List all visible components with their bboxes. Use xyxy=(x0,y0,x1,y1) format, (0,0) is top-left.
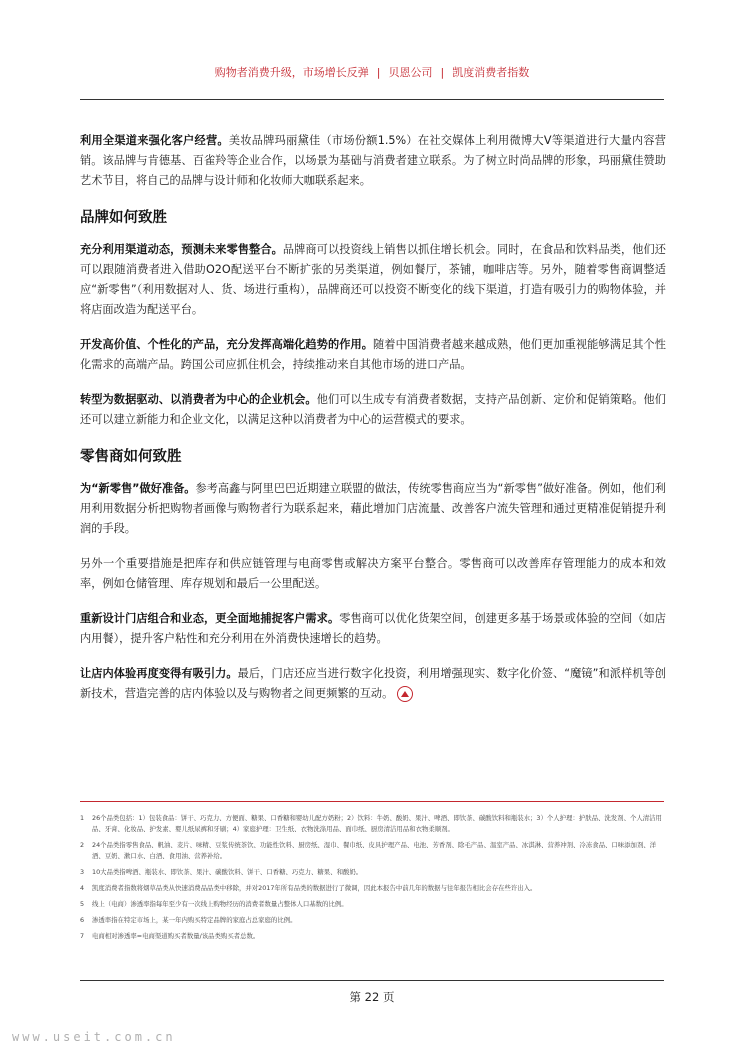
brand-heading: 品牌如何致胜 xyxy=(80,210,167,226)
footnote xyxy=(80,899,666,910)
paragraph-lead: 为“新零售”做好准备。 xyxy=(80,482,196,495)
footnote-divider xyxy=(80,801,664,802)
main-content xyxy=(80,131,666,719)
paragraph-text: 参考高鑫与阿里巴巴近期建立联盟的做法，传统零售商应当为“新零售”做好准备。例如，他们利用利用数据分析把购物者画像与购物者行为联系起来，藉此增加门店流量、改善客户流失管理和通过更精准促销提升利润的手段。 xyxy=(80,482,666,535)
retail-paragraph xyxy=(80,479,666,539)
footnotes xyxy=(80,813,666,947)
header-separator: | xyxy=(440,66,445,79)
footnote-number: 5 xyxy=(80,900,85,908)
page-number: 第 22 页 xyxy=(349,990,395,1004)
footnote-number: 2 xyxy=(80,841,85,849)
paragraph-text: 最后，门店还应当进行数字化投资，利用增强现实、数字化价签、“魔镜”和派样机等创新技术，营造完善的店内体验以及与购物者之间更频繁的互动。 xyxy=(80,667,666,700)
footnote-number: 4 xyxy=(80,884,85,892)
paragraph-text: 品牌商可以投资线上销售以抓住增长机会。同时，在食品和饮料品类，他们还可以跟随消费者进入借助O2O配送平台不断扩张的另类渠道，例如餐厅，茶铺，咖啡店等。另外，随着零售商调整适应“新零售”（利用数据对人、货、场进行重构），品牌商还可以投资不断变化的线下渠道，打造有吸引力的购物体验，并将店面改造为配送平台。 xyxy=(80,243,666,316)
header-partner: 凯度消费者指数 xyxy=(452,66,530,79)
retail-paragraph xyxy=(80,664,666,704)
header-divider xyxy=(80,99,664,100)
paragraph-text: 他们可以生成专有消费者数据，支持产品创新、定价和促销策略。他们还可以建立新能力和企业文化，以满足这种以消费者为中心的运营模式的要求。 xyxy=(80,393,666,426)
footnote-text: 26个品类包括：1）包装食品：饼干、巧克力、方便面、糖果、口香糖和婴幼儿配方奶粉；2）饮料：牛奶、酸奶、果汁、啤酒、即饮茶、碳酸饮料和瓶装水；3）个人护理：护肤品、洗发剂、个人清洁用品、牙膏、化妆品、护发素、婴儿纸尿裤和牙刷；4）家庭护理：卫生纸、衣物洗涤用品、面巾纸、厨房清洁用品和衣物柔顺剂。 xyxy=(92,814,662,833)
intro-lead: 利用全渠道来强化客户经营。 xyxy=(80,134,229,147)
brand-paragraph xyxy=(80,335,666,375)
paragraph-text: 零售商可以优化货架空间，创建更多基于场景或体验的空间（如店内用餐），提升客户粘性和充分利用在外消费快速增长的趋势。 xyxy=(80,612,666,645)
footnote-text: 24个品类指零售食品、帆油、麦片、味精、豆浆传统茶饮、功能性饮料、厨房纸、湿巾、餐巾纸、皮具护理产品、电池、芳香剂、除毛产品、温室产品、冰淇淋、营养冲剂、冷冻食品、口味添加剂、洋酒、豆奶、漱口水、白酒、食用油、营养补给。 xyxy=(92,841,657,860)
footnote-number: 1 xyxy=(80,814,85,822)
intro-text: 美妆品牌玛丽黛佳（市场份额1.5%）在社交媒体上利用微博大V等渠道进行大量内容营销。该品牌与肯德基、百雀羚等企业合作，以场景为基础与消费者建立联系。为了树立时尚品牌的形象，玛丽黛佳赞助艺术节目，将自己的品牌与设计师和化妆师大咖联系起来。 xyxy=(80,134,666,187)
end-of-article-icon xyxy=(397,686,413,702)
footnote-text: 凯度消费者指数将烟草品类从快速消费品品类中移除，并对2017年所有品类的数据进行了微调，因此本报告中前几年的数据与往年报告相比会存在些许出入。 xyxy=(92,884,537,892)
paragraph-lead: 充分利用渠道动态，预测未来零售整合。 xyxy=(80,243,283,256)
running-header xyxy=(0,64,744,80)
intro-paragraph xyxy=(80,131,666,191)
retail-paragraph xyxy=(80,554,666,594)
header-separator: | xyxy=(376,66,381,79)
brand-paragraph xyxy=(80,390,666,430)
footnote xyxy=(80,915,666,926)
paragraph-lead: 重新设计门店组合和业态，更全面地捕捉客户需求。 xyxy=(80,612,340,625)
footnote xyxy=(80,883,666,894)
footnote xyxy=(80,813,666,835)
header-title: 购物者消费升级，市场增长反弹 xyxy=(214,66,369,79)
paragraph-text: 另外一个重要措施是把库存和供应链管理与电商零售或解决方案平台整合。零售商可以改善库存管理能力的成本和效率，例如仓储管理、库存规划和最后一公里配送。 xyxy=(80,557,666,590)
footnote xyxy=(80,931,666,942)
paragraph-lead: 让店内体验再度变得有吸引力。 xyxy=(80,667,238,680)
footnote-text: 10大品类指啤酒、瓶装水、即饮茶、果汁、碳酸饮料、饼干、口香糖、巧克力、糖果、和酸奶。 xyxy=(92,868,363,876)
paragraph-lead: 开发高价值、个性化的产品，充分发挥高端化趋势的作用。 xyxy=(80,338,374,351)
watermark: www.useit.com.cn xyxy=(12,1030,176,1044)
footnote xyxy=(80,867,666,878)
footnote-text: 电商相对渗透率=电商渠道购买者数量/该品类购买者总数。 xyxy=(92,932,260,940)
footnote-number: 3 xyxy=(80,868,85,876)
paragraph-lead: 转型为数据驱动、以消费者为中心的企业机会。 xyxy=(80,393,317,406)
brand-paragraph xyxy=(80,240,666,320)
footnote xyxy=(80,840,666,862)
footnote-number: 6 xyxy=(80,916,85,924)
footer-divider xyxy=(80,980,664,981)
retail-paragraph xyxy=(80,609,666,649)
retail-heading: 零售商如何致胜 xyxy=(80,449,182,465)
footnote-number: 7 xyxy=(80,932,85,940)
paragraph-text: 随着中国消费者越来越成熟，他们更加重视能够满足其个性化需求的高端产品。跨国公司应抓住机会，持续推动来自其他市场的进口产品。 xyxy=(80,338,666,371)
header-company: 贝恩公司 xyxy=(388,66,433,79)
footnote-text: 渗透率指在特定市场上，某一年内购买特定品牌的家庭占总家庭的比例。 xyxy=(92,916,297,924)
footnote-text: 线上（电商）渗透率指每年至少有一次线上购物经历的消费者数量占整体人口基数的比例。 xyxy=(92,900,348,908)
